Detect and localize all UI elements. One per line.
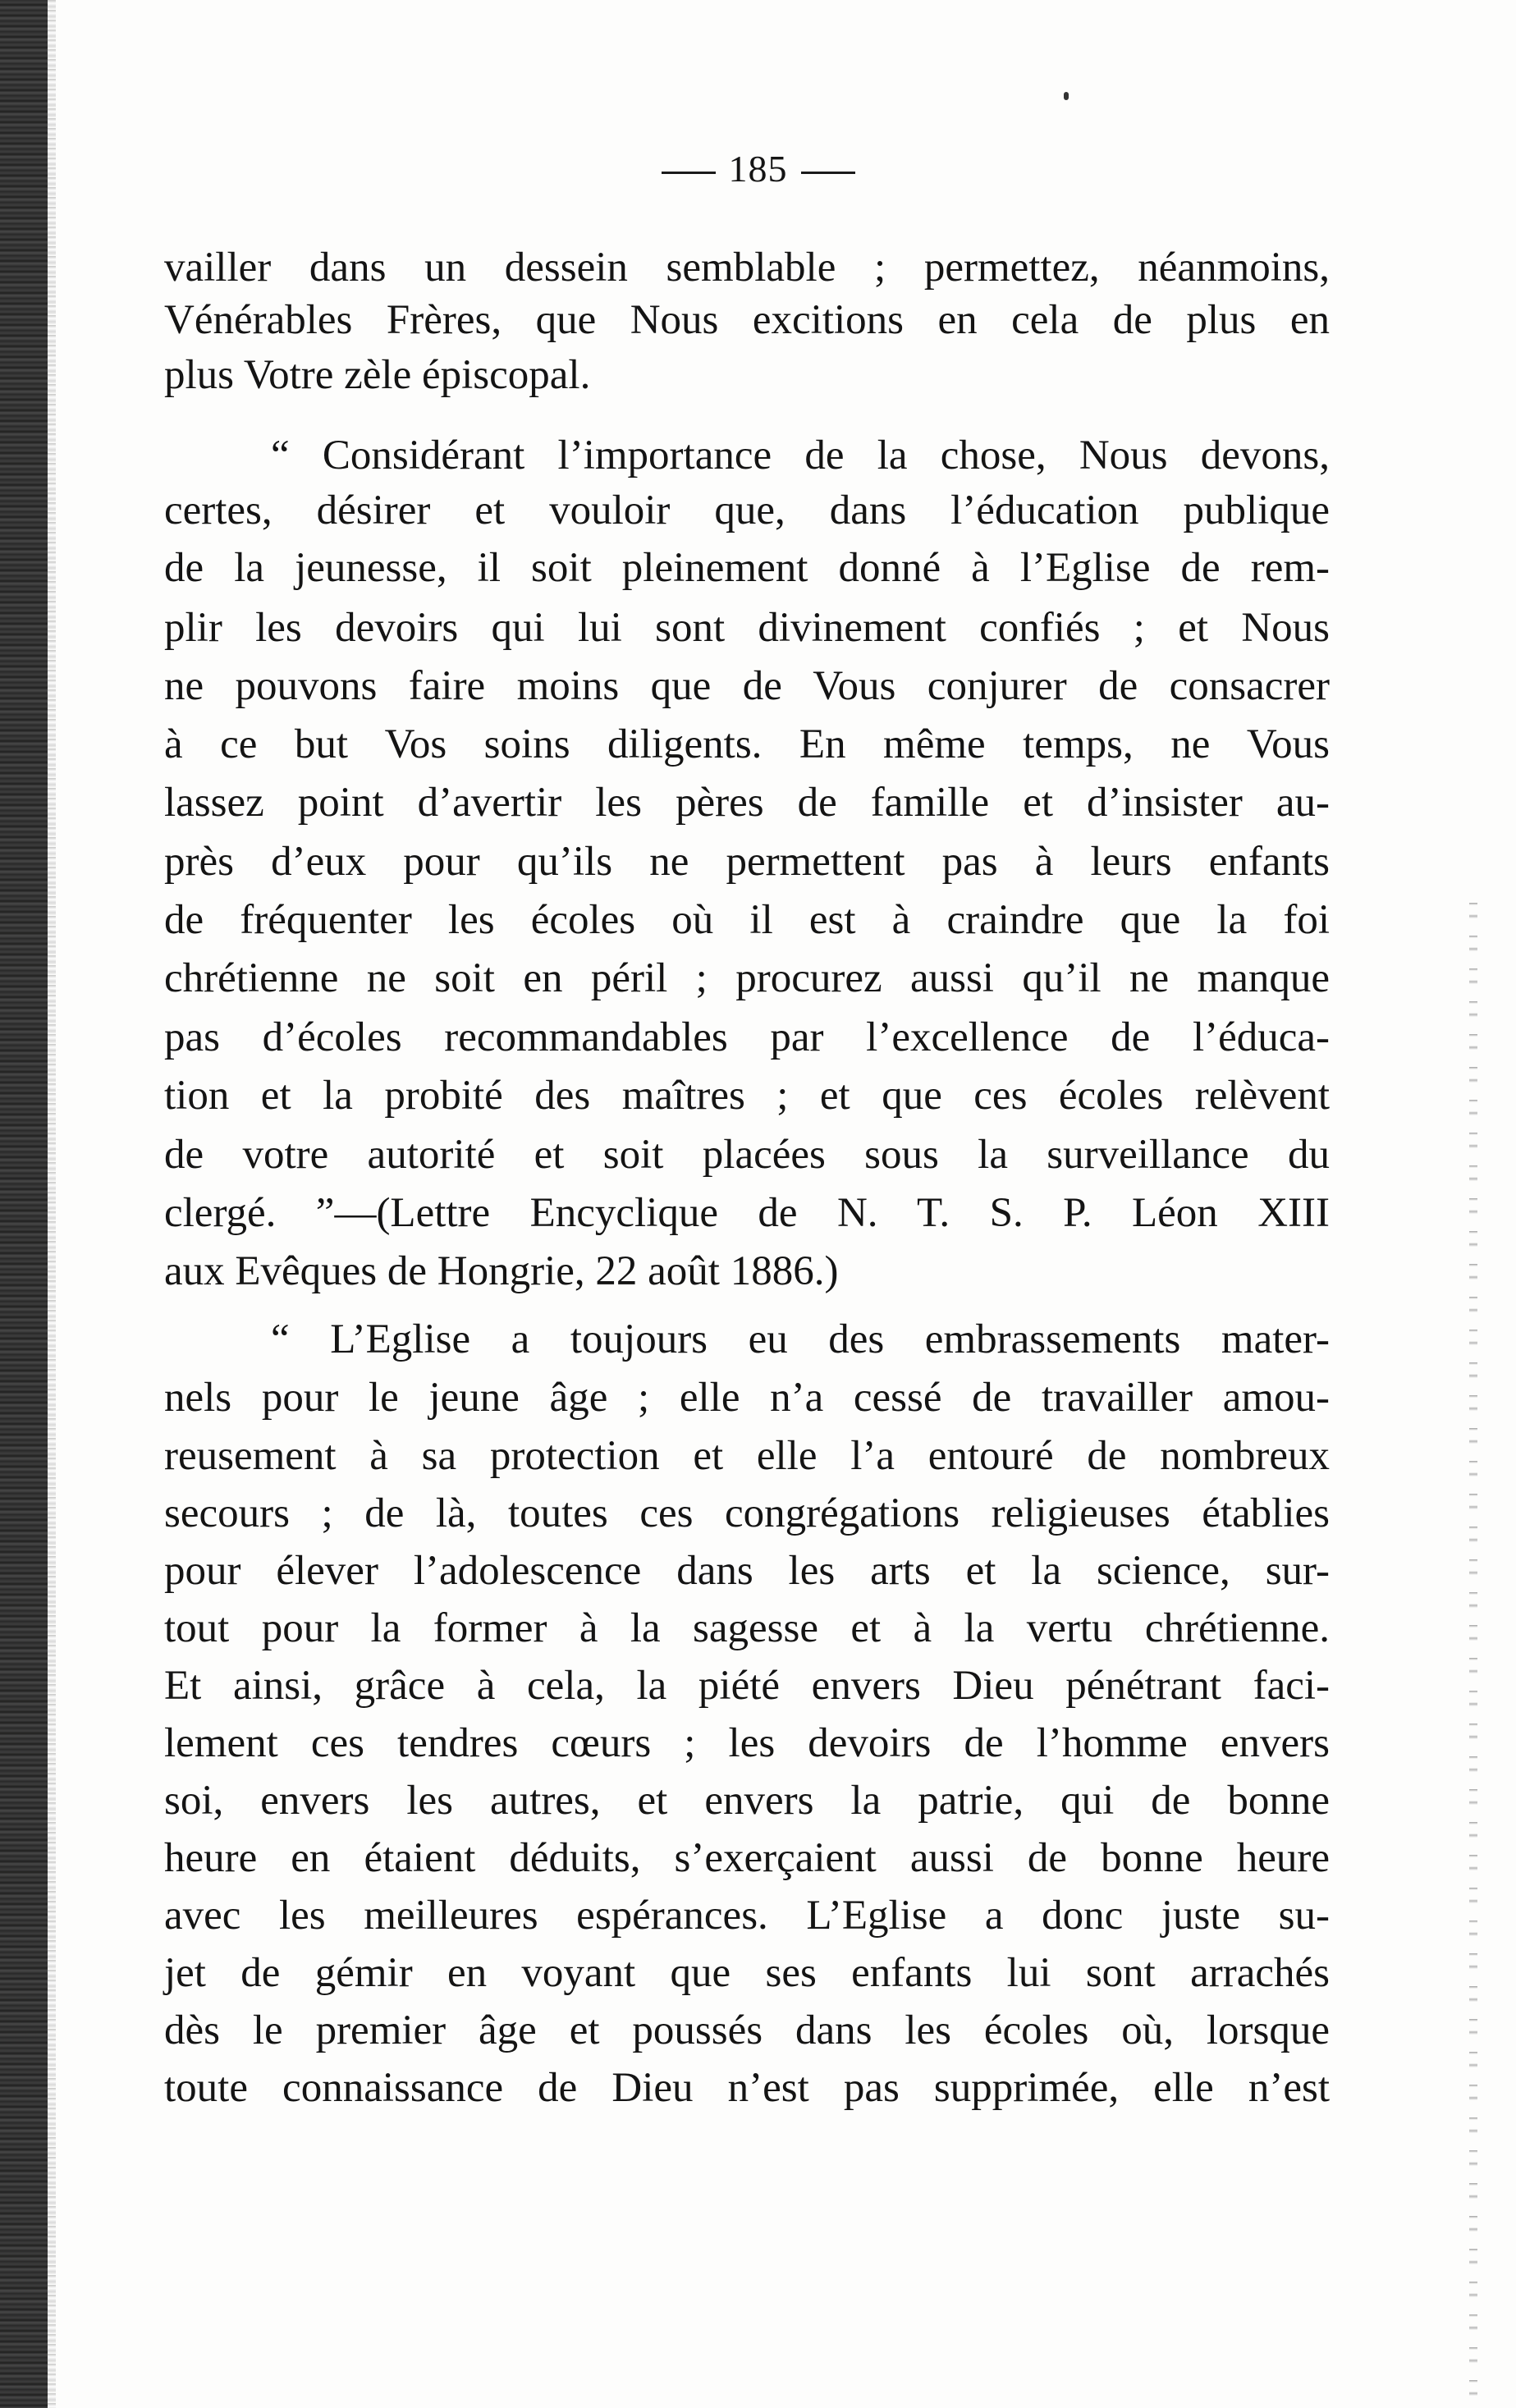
text-line: près d’eux pour qu’ils ne permettent pas à leurs enfants: [164, 839, 1330, 885]
text-line: pas d’écoles recommandables par l’excellence de l’éduca-: [164, 1014, 1330, 1060]
text-line: “ Considérant l’importance de la chose, Nous devons,: [271, 433, 1330, 478]
text-line: chrétienne ne soit en péril ; procurez aussi qu’il ne manque: [164, 955, 1330, 1001]
text-line: Vénérables Frères, que Nous excitions en cela de plus en: [164, 297, 1330, 343]
text-line: secours ; de là, toutes ces congrégations religieuses établies: [164, 1490, 1330, 1536]
text-line: plir les devoirs qui lui sont divinement confiés ; et Nous: [164, 605, 1330, 651]
text-line: jet de gémir en voyant que ses enfants lui sont arrachés: [164, 1950, 1330, 1996]
text-line: clergé. ”—(Lettre Encyclique de N. T. S. P. Léon XIII: [164, 1190, 1330, 1236]
binding-edge-shadow: [48, 0, 56, 2408]
text-line: vailler dans un dessein semblable ; permettez, néanmoins,: [164, 245, 1330, 291]
text-line: avec les meilleures espérances. L’Eglise a donc juste su-: [164, 1893, 1330, 1939]
text-line: soi, envers les autres, et envers la patrie, qui de bonne: [164, 1778, 1330, 1824]
text-line: ne pouvons faire moins que de Vous conjurer de consacrer: [164, 663, 1330, 709]
text-line: tout pour la former à la sagesse et à la vertu chrétienne.: [164, 1605, 1330, 1651]
text-line: toute connaissance de Dieu n’est pas supprimée, elle n’est: [164, 2065, 1330, 2111]
text-line: à ce but Vos soins diligents. En même temps, ne Vous: [164, 721, 1330, 767]
text-line: pour élever l’adolescence dans les arts et la science, sur-: [164, 1548, 1330, 1594]
text-line: lement ces tendres cœurs ; les devoirs de l’homme envers: [164, 1720, 1330, 1766]
text-line: nels pour le jeune âge ; elle n’a cessé de travailler amou-: [164, 1375, 1330, 1421]
text-line: de fréquenter les écoles où il est à craindre que la foi: [164, 897, 1330, 943]
text-line: de la jeunesse, il soit pleinement donné à l’Eglise de rem-: [164, 545, 1330, 591]
right-page-edge-speckle: [1469, 903, 1477, 2408]
text-line: reusement à sa protection et elle l’a entouré de nombreux: [164, 1433, 1330, 1479]
header-dash-right: [801, 172, 855, 174]
text-line: de votre autorité et soit placées sous la surveillance du: [164, 1132, 1330, 1178]
header-dash-left: [662, 172, 716, 174]
text-line: Et ainsi, grâce à cela, la piété envers Dieu pénétrant faci-: [164, 1663, 1330, 1709]
page-number-header: [0, 144, 1516, 194]
text-line: heure en étaient déduits, s’exerçaient aussi de bonne heure: [164, 1835, 1330, 1881]
text-line: lassez point d’avertir les pères de famille et d’insister au-: [164, 780, 1330, 826]
page-number: 185: [728, 148, 788, 190]
text-line: plus Votre zèle épiscopal.: [164, 352, 591, 398]
binding-edge: [0, 0, 48, 2408]
text-line: certes, désirer et vouloir que, dans l’éducation publique: [164, 488, 1330, 533]
text-line: “ L’Eglise a toujours eu des embrassements mater-: [271, 1316, 1330, 1362]
text-line: aux Evêques de Hongrie, 22 août 1886.): [164, 1248, 839, 1294]
text-line: tion et la probité des maîtres ; et que ces écoles relèvent: [164, 1073, 1330, 1119]
text-line: dès le premier âge et poussés dans les écoles où, lorsque: [164, 2007, 1330, 2053]
ink-speck: [1064, 92, 1069, 100]
